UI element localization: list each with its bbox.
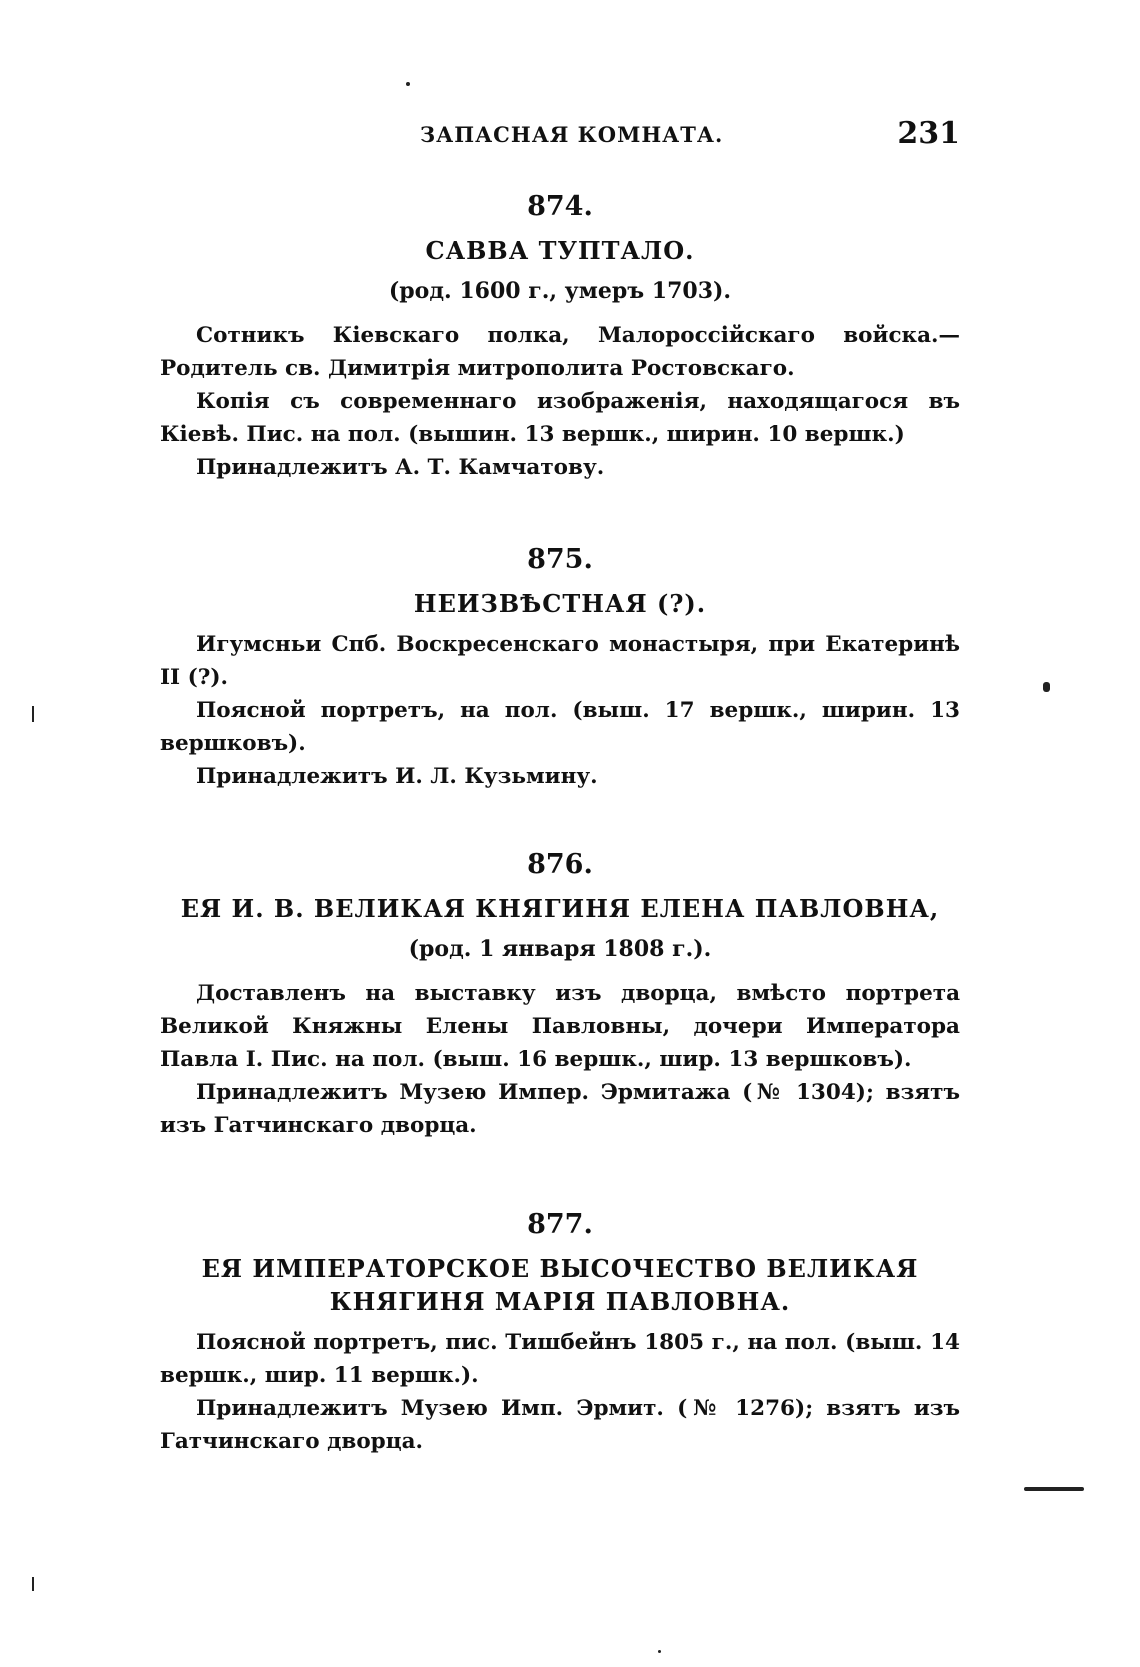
entry-title: ЕЯ И. В. ВЕЛИКАЯ КНЯГИНЯ ЕЛЕНА ПАВЛОВНА, <box>180 894 940 923</box>
entry-paragraph: Копія съ современнаго изображенія, находящагося въ Кіевѣ. Пис. на пол. (вышин. 13 вершк., ширин. 10 вершк.) <box>160 389 960 447</box>
entry-paragraph: Доставленъ на выставку изъ дворца, вмѣсто портрета Великой Княжны Елены Павловны, дочери Императора Павла I. Пис. на пол. (выш. 16 вершк., шир. 13 вершковъ). <box>160 981 960 1072</box>
page-number: 231 <box>897 116 960 151</box>
entry-paragraph: Сотникъ Кіевскаго полка, Малороссійскаго войска.—Родитель св. Димитрія митрополита Ростовскаго. <box>160 323 960 381</box>
entry-paragraph: Принадлежитъ А. Т. Камчатову. <box>196 455 605 480</box>
entry-title: ЕЯ ИМПЕРАТОРСКОЕ ВЫСОЧЕСТВО ВЕЛИКАЯ КНЯГИНЯ МАРІЯ ПАВЛОВНА. <box>201 1254 919 1316</box>
running-title: ЗАПАСНАЯ КОМНАТА. <box>420 122 724 147</box>
entry-number: 877. <box>527 1209 593 1240</box>
entry-paragraph: Принадлежитъ Музею Импер. Эрмитажа (№ 1304); взятъ изъ Гатчинскаго дворца. <box>160 1080 960 1138</box>
catalog-entry-875 <box>160 543 960 793</box>
entry-title: САВВА ТУПТАЛО. <box>425 236 695 265</box>
catalog-entry-876 <box>160 848 960 1142</box>
entry-paragraph: Поясной портретъ, на пол. (выш. 17 вершк., ширин. 13 вершковъ). <box>160 698 960 756</box>
entry-paragraph: Принадлежитъ Музею Имп. Эрмит. (№ 1276); взятъ изъ Гатчинскаго дворца. <box>160 1396 960 1454</box>
entry-paragraph: Поясной портретъ, пис. Тишбейнъ 1805 г., на пол. (выш. 14 вершк., шир. 11 вершк.). <box>160 1330 960 1388</box>
catalog-entry-874 <box>160 190 960 484</box>
page-header <box>160 116 960 154</box>
entry-number: 876. <box>527 849 593 880</box>
margin-tick-mark <box>32 706 34 722</box>
scan-dot-mark <box>658 1650 661 1653</box>
margin-blot-mark <box>1043 682 1050 692</box>
margin-tick-mark <box>32 1577 34 1591</box>
entry-subtitle: (род. 1 января 1808 г.). <box>408 936 712 962</box>
entry-subtitle: (род. 1600 г., умеръ 1703). <box>388 278 732 304</box>
margin-dash-mark <box>1024 1487 1084 1491</box>
entry-number: 874. <box>527 191 593 222</box>
catalog-entry-877 <box>160 1208 960 1458</box>
scan-dot-mark <box>406 82 410 86</box>
entry-title: НЕИЗВѢСТНАЯ (?). <box>413 589 707 618</box>
entry-paragraph: Принадлежитъ И. Л. Кузьмину. <box>196 764 598 789</box>
entry-paragraph: Игумсньи Спб. Воскресенскаго монастыря, при Екатеринѣ II (?). <box>160 632 960 690</box>
entry-number: 875. <box>527 544 593 575</box>
